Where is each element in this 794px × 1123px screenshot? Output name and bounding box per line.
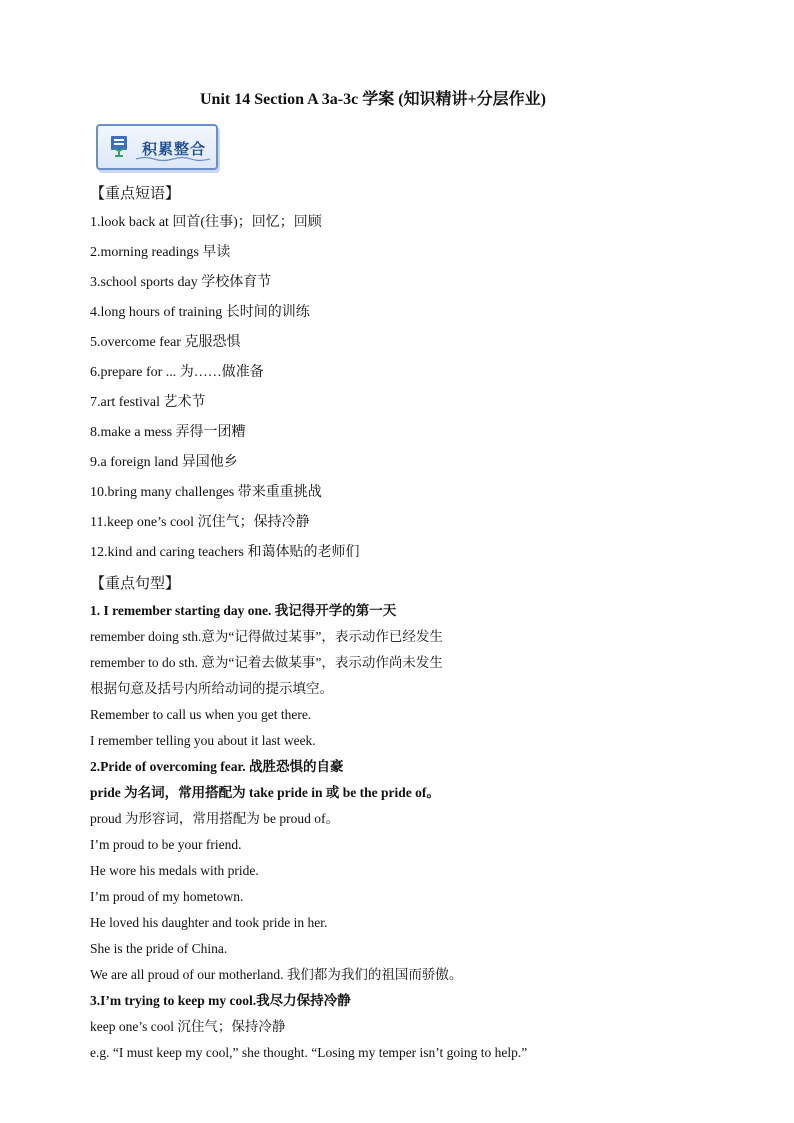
sentence-heading: pride 为名词，常用搭配为 take pride in 或 be the pride of。 [90,785,440,800]
list-item: 2.morning readings 早读 [90,245,231,260]
sentence-line: We are all proud of our motherland. 我们都为我们的祖国而骄傲。 [90,967,463,982]
sentence-line: remember doing sth.意为“记得做过某事”，表示动作已经发生 [90,629,443,644]
list-item: 6.prepare for ... 为……做准备 [90,365,264,380]
content-body [90,178,750,1066]
section-badge [96,124,218,170]
list-item: 3.school sports day 学校体育节 [90,275,272,290]
list-item: 1.look back at 回首(往事)；回忆；回顾 [90,215,322,230]
list-item: 12.kind and caring teachers 和蔼体贴的老师们 [90,545,360,560]
sentences-heading: 【重点句型】 [90,574,181,592]
sentence-line: I remember telling you about it last week. [90,733,316,748]
sentence-line: Remember to call us when you get there. [90,707,312,722]
phrase-list [90,208,750,568]
list-item: 5.overcome fear 克服恐惧 [90,335,241,350]
list-item: 7.art festival 艺术节 [90,395,206,410]
sentence-line: He wore his medals with pride. [90,863,259,878]
sentence-heading: 3.I’m trying to keep my cool.我尽力保持冷静 [90,993,351,1008]
phrases-heading: 【重点短语】 [90,184,181,202]
book-icon [108,134,130,158]
list-item: 9.a foreign land 异国他乡 [90,455,238,470]
page-title: Unit 14 Section A 3a-3c 学案 (知识精讲+分层作业) [200,91,546,108]
list-item: 11.keep one’s cool 沉住气；保持冷静 [90,515,310,530]
sentence-list [90,598,750,1066]
sentence-heading: 1. I remember starting day one. 我记得开学的第一天 [90,603,397,618]
sentence-line: He loved his daughter and took pride in her. [90,915,328,930]
sentence-heading: 2.Pride of overcoming fear. 战胜恐惧的自豪 [90,759,344,774]
sentence-line: I’m proud to be your friend. [90,837,242,852]
sentence-line: I’m proud of my hometown. [90,889,244,904]
list-item: 4.long hours of training 长时间的训练 [90,305,310,320]
sentence-line: remember to do sth. 意为“记着去做某事”，表示动作尚未发生 [90,655,443,670]
sentence-line: She is the pride of China. [90,941,228,956]
sentence-line: 根据句意及括号内所给动词的提示填空。 [90,681,333,696]
list-item: 10.bring many challenges 带来重重挑战 [90,485,322,500]
wave-decoration [136,156,210,162]
badge-label: 积累整合 [142,140,207,158]
sentence-line: e.g. “I must keep my cool,” she thought. “Losing my temper isn’t going to help.” [90,1045,528,1060]
list-item: 8.make a mess 弄得一团糟 [90,425,246,440]
sentence-line: keep one’s cool 沉住气；保持冷静 [90,1019,286,1034]
sentence-line: proud 为形容词，常用搭配为 be proud of。 [90,811,339,826]
